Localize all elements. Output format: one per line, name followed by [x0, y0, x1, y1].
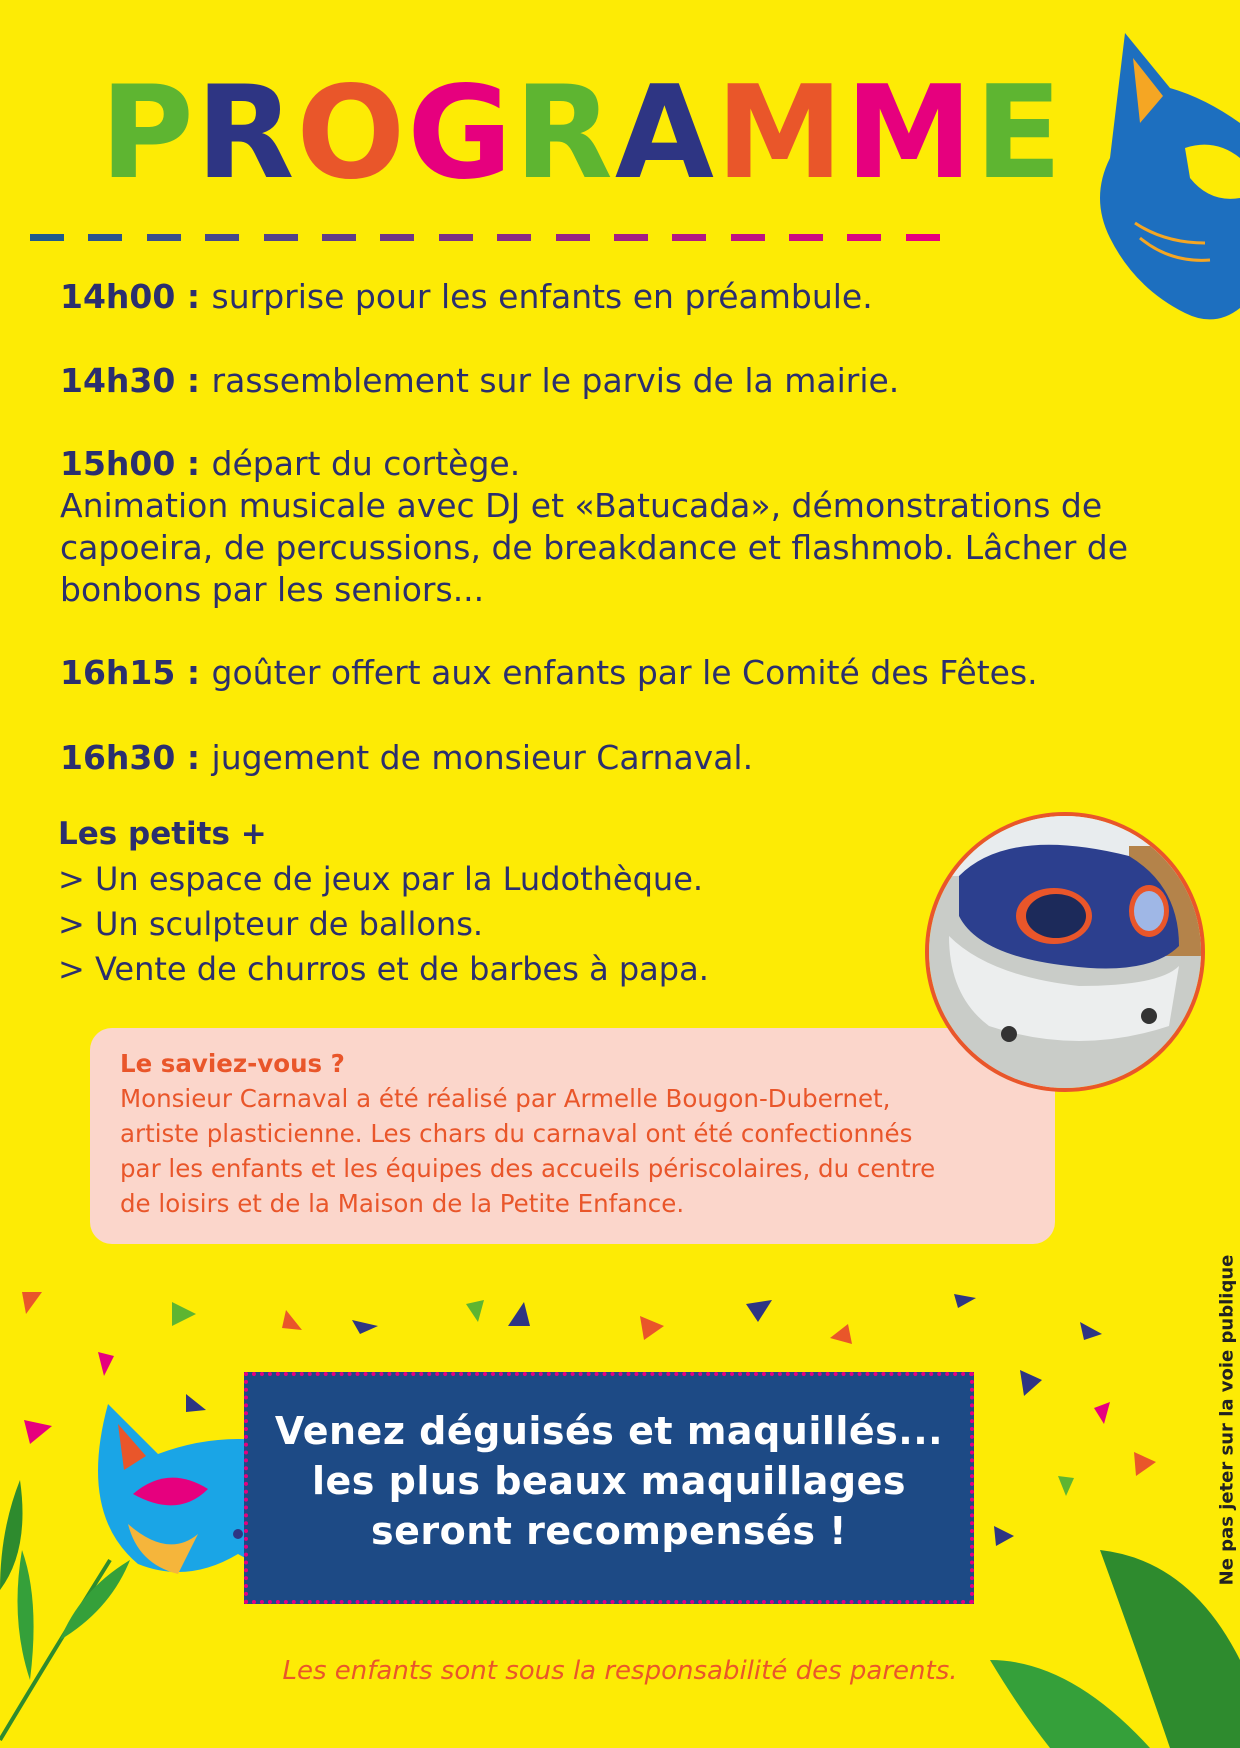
- info-line: de loisirs et de la Maison de la Petite Enfance.: [120, 1189, 685, 1218]
- schedule-text: goûter offert aux enfants par le Comité des Fêtes.: [211, 653, 1038, 692]
- title-letter: M: [845, 59, 975, 208]
- extras-list: [58, 812, 709, 992]
- list-item: > Un sculpteur de ballons.: [58, 905, 484, 943]
- schedule-detail-line: bonbons par les seniors...: [60, 570, 485, 609]
- divider-dash: [906, 234, 940, 241]
- divider-dash: [556, 234, 590, 241]
- schedule-item: [60, 276, 873, 318]
- title-letter: R: [514, 59, 615, 208]
- leaf-decoration: [990, 1540, 1240, 1748]
- vertical-note: [1212, 1254, 1240, 1586]
- title-letter: G: [407, 59, 515, 208]
- schedule-text: jugement de monsieur Carnaval.: [211, 738, 754, 777]
- info-line: artiste plasticienne. Les chars du carnaval ont été confectionnés: [120, 1119, 913, 1148]
- info-heading: Le saviez-vous ?: [120, 1049, 345, 1078]
- schedule-time: 14h30: [60, 361, 176, 400]
- schedule-sep: :: [175, 738, 212, 777]
- schedule-detail-line: Animation musicale avec DJ et «Batucada», démonstrations de: [60, 486, 1103, 525]
- info-box: [90, 1028, 1055, 1244]
- title-letter: M: [715, 59, 846, 208]
- divider-dash: [30, 234, 64, 241]
- schedule-text: surprise pour les enfants en préambule.: [211, 277, 873, 316]
- schedule-item: [60, 443, 1128, 611]
- footer-note: Les enfants sont sous la responsabilité des parents.: [282, 1656, 958, 1686]
- page-title: [100, 59, 1065, 208]
- divider-dash: [672, 234, 706, 241]
- list-item: > Vente de churros et de barbes à papa.: [58, 950, 709, 988]
- title-letter: R: [195, 59, 297, 208]
- cta-line: les plus beaux maquillages: [312, 1459, 906, 1503]
- schedule-sep: :: [175, 277, 212, 316]
- info-line: par les enfants et les équipes des accueils périscolaires, du centre: [120, 1154, 936, 1183]
- schedule-detail-line: capoeira, de percussions, de breakdance et flashmob. Lâcher de: [60, 528, 1129, 567]
- schedule-sep: :: [175, 444, 212, 483]
- vertical-note-text: Ne pas jeter sur la voie publique: [1216, 1254, 1238, 1586]
- divider-dash: [614, 234, 648, 241]
- divider-dash: [731, 234, 765, 241]
- divider-dash: [847, 234, 881, 241]
- schedule-item: [60, 652, 1038, 694]
- divider-dash: [205, 234, 239, 241]
- schedule-time: 16h30: [60, 738, 176, 777]
- extras-heading: Les petits +: [58, 816, 267, 852]
- schedule-time: 16h15: [60, 653, 176, 692]
- schedule-item: [60, 360, 899, 402]
- divider-dash: [322, 234, 356, 241]
- title-letter: P: [100, 59, 196, 208]
- title-letter: A: [614, 59, 716, 208]
- divider-dash: [439, 234, 473, 241]
- cta-line: seront recompensés !: [370, 1509, 848, 1553]
- title-divider: [30, 234, 940, 244]
- schedule-sep: :: [175, 361, 212, 400]
- cta-banner: [244, 1372, 974, 1604]
- carnival-photo: [925, 812, 1205, 1092]
- divider-dash: [380, 234, 414, 241]
- title-letter: O: [296, 59, 408, 208]
- schedule-sep: :: [175, 653, 212, 692]
- schedule-text: départ du cortège.: [211, 444, 521, 483]
- schedule-text: rassemblement sur le parvis de la mairie.: [211, 361, 900, 400]
- schedule-time: 15h00: [60, 444, 176, 483]
- cat-mask-icon: [1095, 28, 1240, 328]
- schedule-item: [60, 737, 753, 779]
- divider-dash: [147, 234, 181, 241]
- divider-dash: [497, 234, 531, 241]
- info-line: Monsieur Carnaval a été réalisé par Armelle Bougon-Dubernet,: [120, 1084, 891, 1113]
- cta-line: Venez déguisés et maquillés...: [274, 1409, 944, 1453]
- divider-dash: [789, 234, 823, 241]
- divider-dash: [264, 234, 298, 241]
- title-letter: E: [974, 59, 1065, 208]
- schedule-time: 14h00: [60, 277, 176, 316]
- divider-dash: [88, 234, 122, 241]
- list-item: > Un espace de jeux par la Ludothèque.: [58, 860, 704, 898]
